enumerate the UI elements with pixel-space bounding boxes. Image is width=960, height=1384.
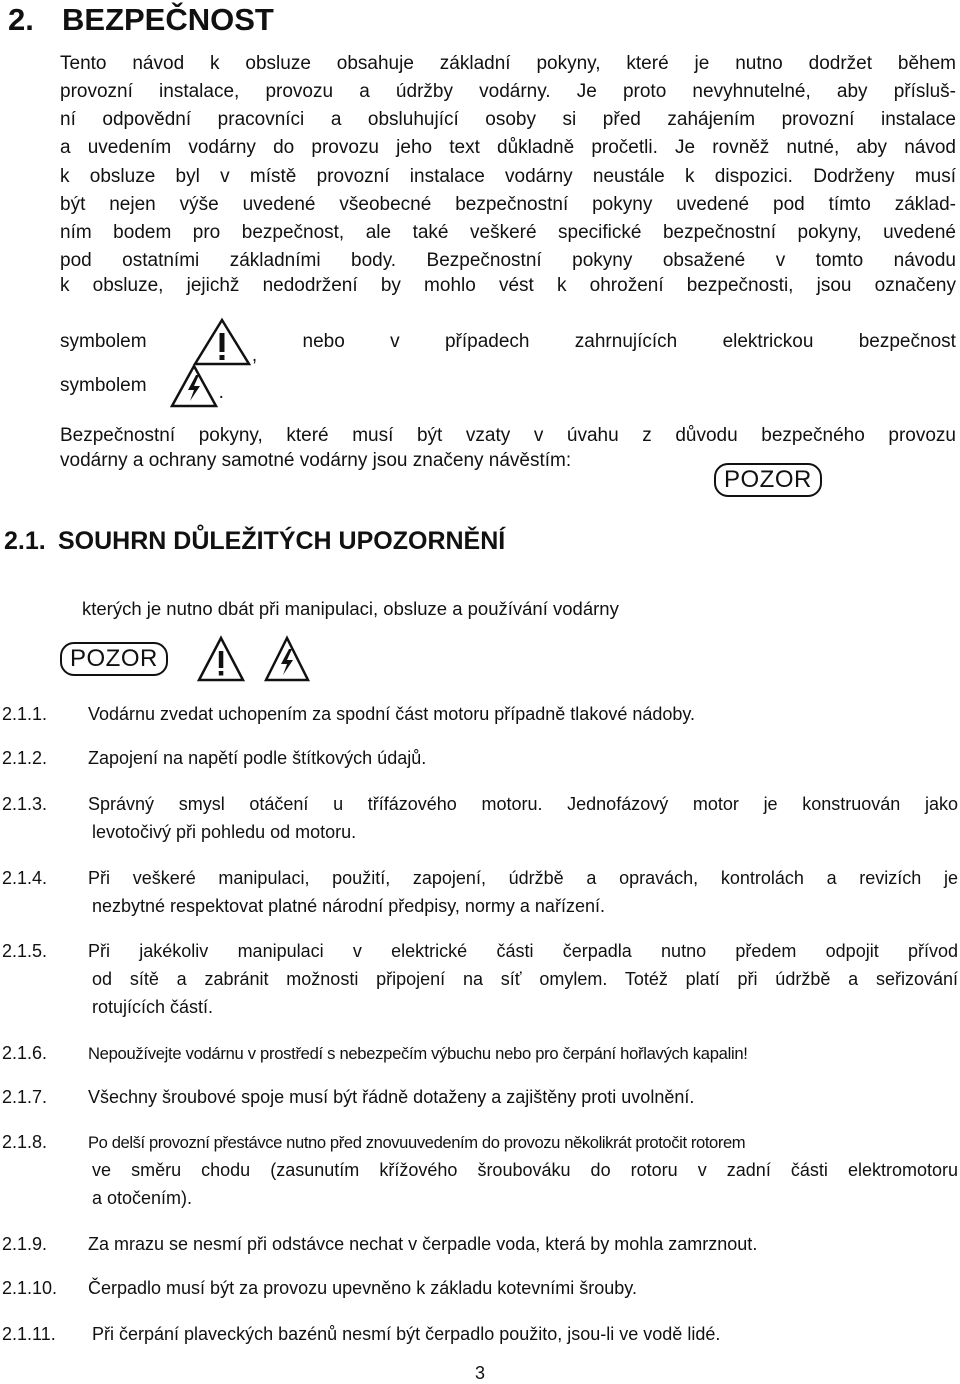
pozor-sentence-line: Bezpečnostní pokyny, které musí být vzaty v úvahu z důvodu bezpečného provozu: [60, 425, 956, 446]
intro-line: a uvedením vodárny do provozu jeho text důkladně pročetli. Je rovněž nutné, aby návod: [60, 137, 956, 158]
section-number: 2.: [8, 2, 34, 37]
item-number: 2.1.6.: [2, 1043, 48, 1063]
comma: ,: [251, 345, 258, 366]
item-line: levotočivý při pohledu od motoru.: [92, 822, 357, 842]
intro-line: pod ostatními základními body. Bezpečnostní pokyny obsažené v tomto návodu: [60, 250, 956, 271]
intro-line: k obsluze, jejichž nedodržení by mohlo vést k ohrožení bezpečnosti, jsou označeny: [60, 275, 956, 296]
list-item: [2, 1039, 958, 1069]
symbol-word: v: [390, 331, 400, 352]
item-number: 2.1.3.: [2, 794, 48, 814]
subsection-title: SOUHRN DŮLEŽITÝCH UPOZORNĚNÍ: [58, 527, 506, 555]
subsection-number: 2.1.: [4, 527, 46, 555]
item-number: 2.1.10.: [2, 1278, 58, 1298]
item-line: Při čerpání plaveckých bazénů nesmí být čerpadlo použito, jsou-li ve vodě lidé.: [92, 1324, 721, 1344]
warning-exclamation-icon: [196, 635, 246, 683]
item-line: Po delší provozní přestávce nutno před znovuuvedením do provozu několikrát protočit rotorem: [88, 1133, 746, 1152]
subsection-lead: kterých je nutno dbát při manipulaci, obsluze a používání vodárny: [82, 598, 619, 619]
intro-line: ní odpovědní pracovníci a obsluhující osoby si před zahájením provozní instalace: [60, 109, 956, 130]
symbol-word: případech: [444, 331, 530, 352]
symbol-prefix: symbolem: [60, 375, 147, 396]
item-line: Při veškeré manipulaci, použití, zapojení, údržbě a opravách, kontrolách a revizích je: [88, 868, 958, 888]
item-line: od sítě a zabránit možnosti připojení na síť omylem. Totéž platí při údržbě a seřizování: [92, 969, 958, 989]
item-line: Nepoužívejte vodárnu v prostředí s nebezpečím výbuchu nebo pro čerpání hořlavých kapalin!: [88, 1044, 748, 1063]
list-item: [2, 1274, 958, 1304]
symbol-word: bezpečnost: [858, 331, 956, 352]
item-number: 2.1.9.: [2, 1234, 48, 1254]
item-line: nezbytné respektovat platné národní předpisy, normy a nařízení.: [92, 896, 605, 916]
symbol-word: nebo: [302, 331, 345, 352]
intro-line: k obsluze byl v místě provozní instalace vodárny neustále k dispozici. Dodrženy musí: [60, 166, 956, 187]
item-number: 2.1.1.: [2, 704, 48, 724]
item-line: Čerpadlo musí být za provozu upevněno k základu kotevními šrouby.: [88, 1278, 637, 1298]
item-line: Zapojení na napětí podle štítkových údajů.: [88, 748, 427, 768]
list-item: [2, 937, 958, 1027]
item-line: ve směru chodu (zasunutím křížového šroubováku do rotoru v zadní části elektromotoru: [92, 1160, 958, 1180]
item-number: 2.1.5.: [2, 941, 48, 961]
symbol-row-electric: [60, 360, 956, 412]
list-item: [2, 1230, 958, 1260]
intro-line: ním bodem pro bezpečnost, ale také veškeré specifické bezpečnostní pokyny, uvedené: [60, 222, 956, 243]
intro-line: Tento návod k obsluze obsahuje základní pokyny, které je nutno dodržet během: [60, 53, 956, 74]
item-line: Za mrazu se nesmí při odstávce nechat v čerpadle voda, která by mohla zamrznout.: [88, 1234, 758, 1254]
symbol-prefix: symbolem: [60, 331, 147, 352]
section-title: BEZPEČNOST: [62, 2, 274, 37]
item-number: 2.1.2.: [2, 748, 48, 768]
list-item: [2, 790, 958, 850]
symbol-suffix: .: [218, 382, 224, 403]
section-heading: [8, 2, 274, 38]
item-number: 2.1.7.: [2, 1087, 48, 1107]
subsection-heading: [4, 527, 505, 556]
item-line: Správný smysl otáčení u třífázového motoru. Jednofázový motor je konstruován jako: [88, 794, 958, 814]
electric-hazard-icon: [264, 635, 310, 683]
electric-hazard-icon: [169, 363, 219, 409]
list-item: [2, 1320, 958, 1350]
item-line: Vodárnu zvedat uchopením za spodní část motoru případně tlakové nádoby.: [88, 704, 696, 724]
item-number: 2.1.11.: [2, 1324, 56, 1344]
intro-line: být nejen výše uvedené všeobecné bezpečnostní pokyny uvedené pod tímto základ-: [60, 194, 956, 215]
item-line: Při jakékoliv manipulaci v elektrické části čerpadla nutno předem odpojit přívod: [88, 941, 958, 961]
page-number: 3: [474, 1363, 485, 1383]
list-item: [2, 700, 958, 730]
symbol-word: zahrnujících: [574, 331, 678, 352]
item-line: a otočením).: [92, 1188, 193, 1208]
list-item: [2, 744, 958, 774]
item-number: 2.1.8.: [2, 1132, 48, 1152]
list-item: [2, 864, 958, 924]
pozor-sentence-line: vodárny a ochrany samotné vodárny jsou značeny návěstím:: [60, 450, 572, 471]
item-number: 2.1.4.: [2, 868, 48, 888]
intro-line: provozní instalace, provozu a údržby vodárny. Je proto nevyhnutelné, aby přísluš-: [60, 81, 956, 102]
item-line: rotujících částí.: [92, 997, 214, 1017]
item-line: Všechny šroubové spoje musí být řádně dotaženy a zajištěny proti uvolnění.: [88, 1087, 695, 1107]
list-item: [2, 1128, 958, 1218]
list-item: [2, 1083, 958, 1113]
pozor-badge: POZOR: [714, 463, 822, 497]
pozor-badge: POZOR: [60, 642, 168, 676]
symbol-word: elektrickou: [722, 331, 814, 352]
